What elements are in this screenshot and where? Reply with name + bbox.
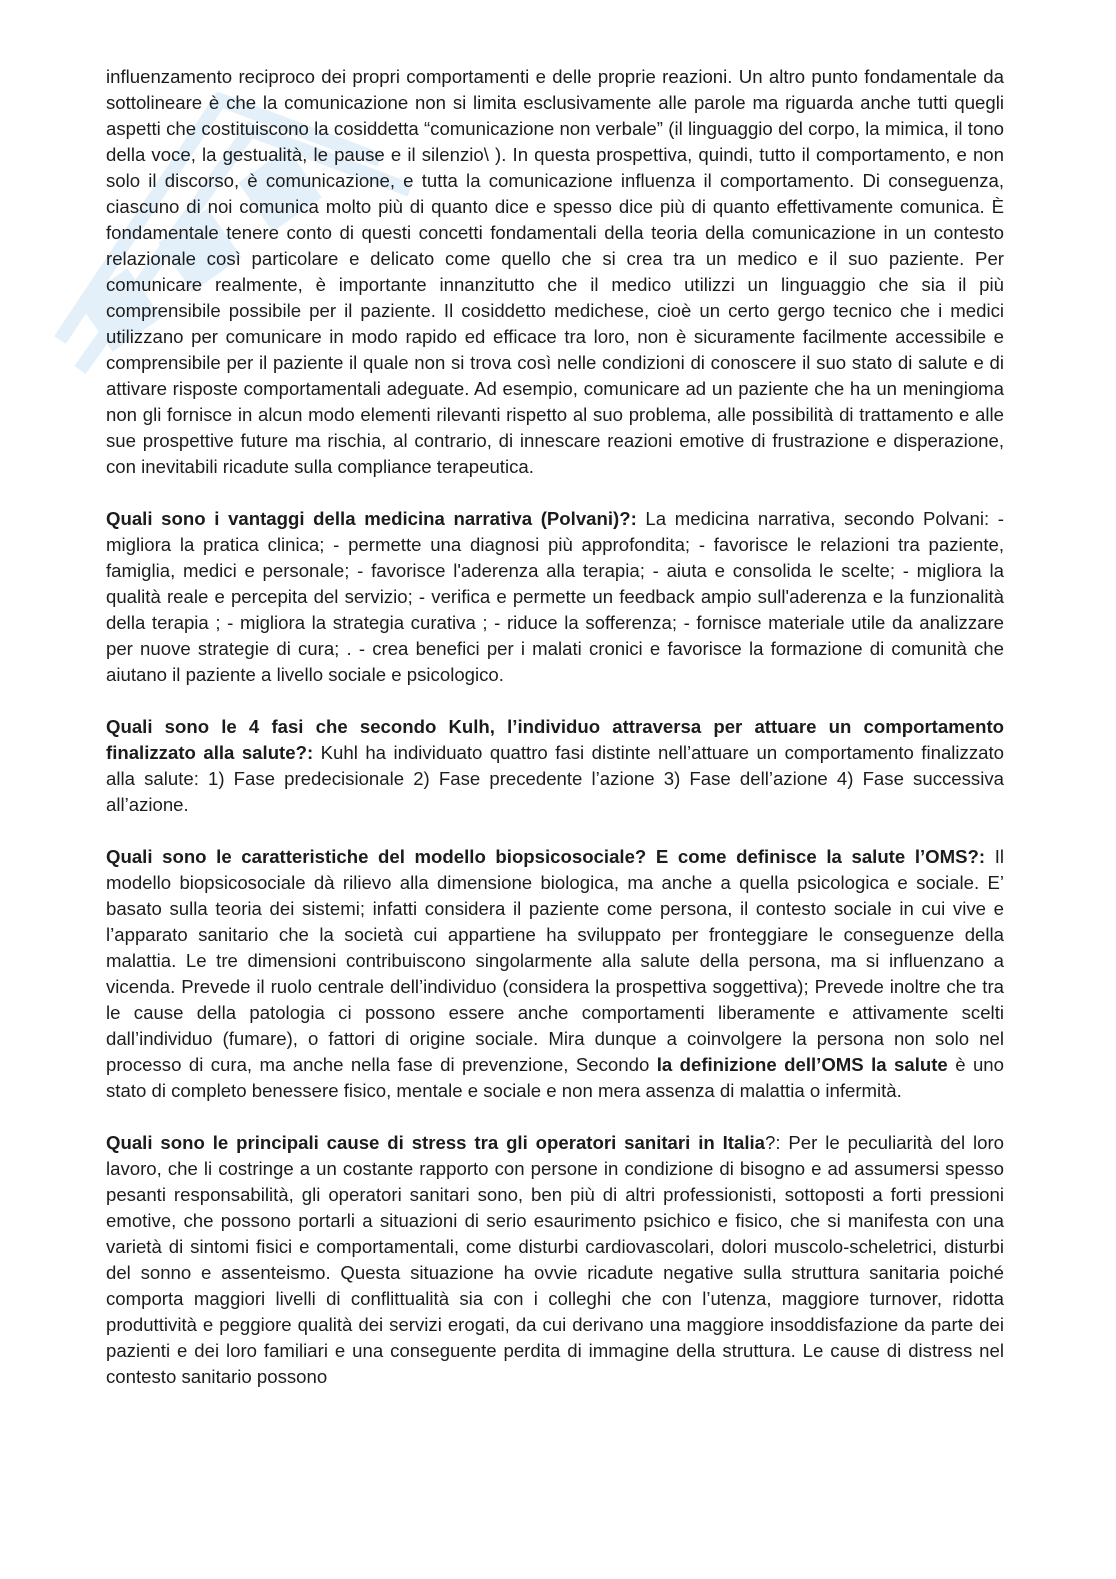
paragraph-biopsicosociale (106, 844, 1004, 1104)
question-heading: Quali sono i vantaggi della medicina narrativa (Polvani)?: (106, 508, 637, 529)
paragraph-medicina-narrativa (106, 506, 1004, 688)
answer-text: ?: Per le peculiarità del loro lavoro, che li costringe a un costante rapporto con persone in condizione di bisogno e ad assumersi spesso pesanti responsabilità, gli operatori sanitari sono, ben più di altri professionisti, sottoposti a forti pressioni emotive, che possono portarli a situazioni di serio esaurimento psichico e fisico, che si manifesta con una varietà di sintomi fisici e comportamentali, come disturbi cardiovascolari, dolori muscolo-scheletrici, disturbi del sonno e assenteismo. Questa situazione ha ovvie ricadute negative sulla struttura sanitaria poiché comporta maggiori livelli di conflittualità sia con i colleghi che con l’utenza, maggiore turnover, ridotta produttività e peggiore qualità dei servizi erogati, da cui derivano una maggiore insoddisfazione da parte dei pazienti e dei loro familiari e una conseguente perdita di immagine della struttura. Le cause di distress nel contesto sanitario possono (106, 1132, 1004, 1387)
answer-text: La medicina narrativa, secondo Polvani: - migliora la pratica clinica; - permette una diagnosi più approfondita; - favorisce le relazioni tra paziente, famiglia, medici e personale; - favorisce l'aderenza alla terapia; - aiuta e consolida le scelte; - migliora la qualità reale e percepita del servizio; - verifica e permette un feedback ampio sull'aderenza e la funzionalità della terapia ; - migliora la strategia curativa ; - riduce la sofferenza; - fornisce materiale utile da analizzare per nuove strategie di cura; . - crea benefici per i malati cronici e favorisce la formazione di comunità che aiutano il paziente a livello sociale e psicologico. (106, 508, 1004, 685)
question-heading: Quali sono le caratteristiche del modello biopsicosociale? E come definisce la salute l’OMS?: (106, 846, 986, 867)
answer-text-continued: è uno stato di completo benessere fisico, mentale e sociale e non mera assenza di malattia o infermità. (106, 1054, 1004, 1101)
answer-text: Kuhl ha individuato quattro fasi distinte nell’attuare un comportamento finalizzato alla salute: 1) Fase predecisionale 2) Fase precedente l’azione 3) Fase dell’azione 4) Fase successiva all’azione. (106, 742, 1004, 815)
body-text (106, 64, 1004, 1390)
question-heading: Quali sono le 4 fasi che secondo Kulh, l’individuo attraversa per attuare un comportamento finalizzato alla salute?: (106, 716, 1004, 763)
paragraph-text: influenzamento reciproco dei propri comportamenti e delle proprie reazioni. Un altro punto fondamentale da sottolineare è che la comunicazione non si limita esclusivamente alle parole ma riguarda anche tutti quegli aspetti che costituiscono la cosiddetta “comunicazione non verbale” (il linguaggio del corpo, la mimica, il tono della voce, la gestualità, le pause e il silenzio\ ). In questa prospettiva, quindi, tutto il comportamento, e non solo il discorso, è comunicazione, e tutta la comunicazione influenza il comportamento. Di conseguenza, ciascuno di noi comunica molto più di quanto dice e spesso dice più di quanto effettivamente comunica. È fondamentale tenere conto di questi concetti fondamentali della teoria della comunicazione in un contesto relazionale così particolare e delicato come quello che si crea tra un medico e il suo paziente. Per comunicare realmente, è importante innanzitutto che il medico utilizzi un linguaggio che sia il più comprensibile possibile per il paziente. Il cosiddetto medichese, cioè un certo gergo tecnico che i medici utilizzano per comunicare in modo rapido ed efficace tra loro, non è sicuramente facilmente accessibile e comprensibile per il paziente il quale non si trova così nelle condizioni di conoscere il suo stato di salute e di attivare risposte comportamentali adeguate. Ad esempio, comunicare ad un paziente che ha un meningioma non gli fornisce in alcun modo elementi rilevanti rispetto al suo problema, alle possibilità di trattamento e alle sue prospettive future ma rischia, al contrario, di innescare reazioni emotive di frustrazione e disperazione, con inevitabili ricadute sulla compliance terapeutica. (106, 66, 1004, 477)
paragraph-stress-operatori (106, 1130, 1004, 1390)
question-heading: Quali sono le principali cause di stress tra gli operatori sanitari in Italia (106, 1132, 765, 1153)
paragraph-kuhl-phases (106, 714, 1004, 818)
answer-text: Il modello biopsicosociale dà rilievo alla dimensione biologica, ma anche a quella psicologica e sociale. E’ basato sulla teoria dei sistemi; infatti considera il paziente come persona, il contesto sociale in cui vive e l’apparato sanitario che la società cui appartiene ha sviluppato per fronteggiare le conseguenze della malattia. Le tre dimensioni contribuiscono singolarmente alla salute della persona, ma si influenzano a vicenda. Prevede il ruolo centrale dell’individuo (considera la prospettiva soggettiva); Prevede inoltre che tra le cause della patologia ci possono essere anche comportamenti liberamente e attivamente scelti dall’individuo (fumare), o fattori di origine sociale. Mira dunque a coinvolgere la persona non solo nel processo di cura, ma anche nella fase di prevenzione, Secondo (106, 846, 1004, 1075)
bold-phrase: la definizione dell’OMS la salute (656, 1054, 948, 1075)
paragraph-communication (106, 64, 1004, 480)
